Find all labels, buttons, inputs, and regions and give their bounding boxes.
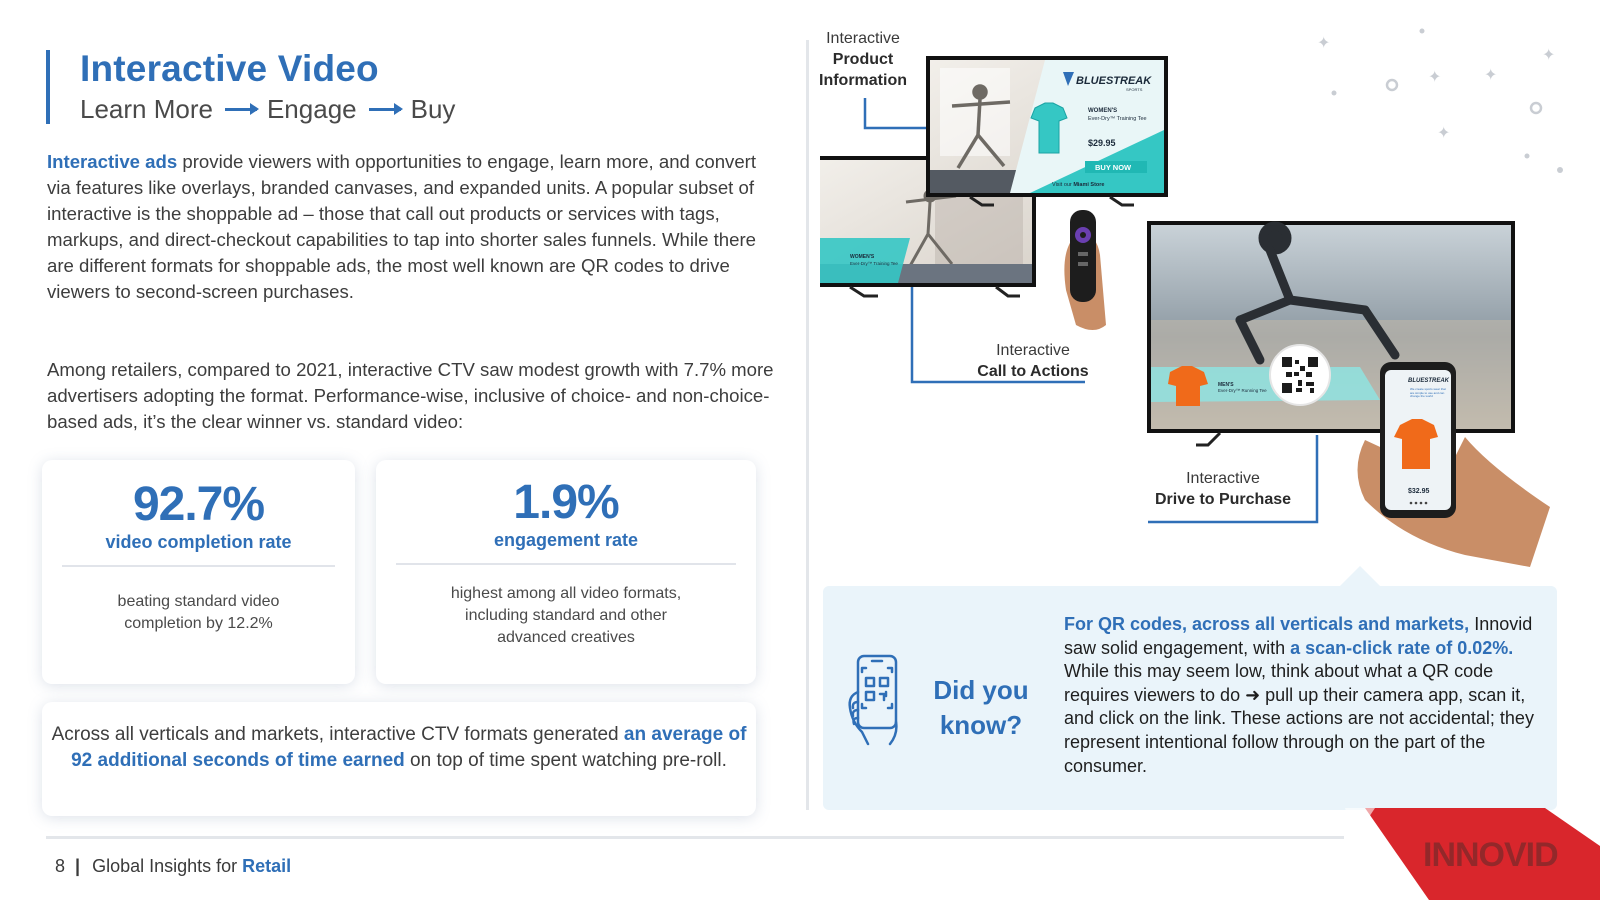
svg-text:$32.95: $32.95	[1408, 488, 1430, 495]
tv-large-runner	[1147, 221, 1515, 445]
time-earned-card	[42, 702, 756, 816]
qr-scan-phone-icon	[846, 652, 914, 748]
footer-separator: |	[75, 856, 81, 876]
footer-text: Global Insights for	[92, 856, 238, 876]
callout-call-to-actions	[968, 340, 1098, 382]
divider	[396, 563, 736, 565]
star-decoration-icon	[1317, 29, 1563, 174]
remote-in-hand-icon	[1064, 210, 1106, 330]
stat-description: highest among all video formats, including standard and other advanced creatives	[450, 585, 682, 646]
arrow-right-icon	[369, 108, 401, 111]
svg-text:Ever-Dry™ Training Tee: Ever-Dry™ Training Tee	[1088, 116, 1147, 122]
footer-divider	[46, 836, 1344, 839]
dyk-text-1: Innovid saw solid engagement, with	[1064, 614, 1533, 658]
did-you-know-title: Did you know?	[933, 675, 1029, 740]
intro-paragraph	[47, 149, 777, 305]
intro-body: provide viewers with opportunities to engage, learn more, and convert via features like overlays, branded canvases, and expanded units. A popular subset of interactive is the shoppable ad – those that call out products or services with tags, markups, and direct-checkout capabilities to tap into shorter sales funnels. While there are different formats for shoppable ads, the most well known are QR codes to drive viewers to second-screen purchases.	[47, 151, 757, 302]
callout-title: Product Information	[819, 51, 907, 89]
svg-text:SPORTS: SPORTS	[1126, 87, 1143, 92]
svg-text:✦: ✦	[1437, 123, 1451, 142]
svg-text:$29.95: $29.95	[1088, 138, 1116, 148]
time-earned-post: on top of time spent watching pre-roll.	[404, 750, 727, 771]
footer-highlight: Retail	[242, 856, 292, 876]
svg-text:Ever-Dry™ Training Tee: Ever-Dry™ Training Tee	[850, 261, 898, 266]
sparkle-decoration-icon	[1387, 20, 1541, 113]
svg-text:Visit our Miami Store: Visit our Miami Store	[1052, 182, 1105, 188]
callout-label: Interactive	[996, 342, 1070, 359]
callout-notch	[1338, 566, 1382, 588]
divider	[62, 565, 335, 567]
svg-text:✦: ✦	[1317, 33, 1331, 52]
stat-value: 1.9%	[513, 476, 619, 529]
interactive-ad-illustration	[820, 20, 1600, 590]
callout-label: Interactive	[1186, 470, 1260, 487]
column-divider	[806, 40, 809, 810]
time-earned-highlight: an average of 92 additional seconds of time earned	[71, 724, 747, 771]
svg-text:✦: ✦	[1484, 65, 1498, 84]
svg-text:✦: ✦	[1428, 67, 1442, 86]
stat-label: video completion rate	[105, 532, 292, 552]
callout-label: Interactive	[826, 30, 900, 47]
page-title: Interactive Video	[80, 48, 379, 89]
logo-text: INNOVID	[1423, 836, 1558, 874]
page-number: 8	[55, 856, 66, 876]
step-learn-more: Learn More	[80, 94, 213, 124]
stat-label: engagement rate	[493, 530, 639, 550]
stat-card-completion	[42, 460, 355, 684]
subtitle	[80, 92, 455, 126]
svg-text:WOMEN'S: WOMEN'S	[1088, 108, 1118, 114]
callout-drive-to-purchase	[1148, 468, 1298, 510]
retail-paragraph: Among retailers, compared to 2021, interactive CTV saw modest growth with 7.7% more advertisers adopting the format. Performance-wise, inclusive of choice- and non-choice-based ads, it’s the clear winner vs. standard video:	[47, 359, 774, 432]
svg-text:MEN'S: MEN'S	[1218, 382, 1234, 388]
svg-text:Ever-Dry™ Running Tee: Ever-Dry™ Running Tee	[1218, 388, 1267, 393]
svg-text:BLUESTREAK: BLUESTREAK	[1408, 378, 1450, 384]
callout-title: Call to Actions	[977, 363, 1089, 380]
stat-description: beating standard video completion by 12.2%	[117, 593, 280, 632]
callout-product-information	[812, 28, 914, 91]
tv-product-info	[926, 56, 1168, 205]
footer	[55, 856, 291, 877]
innovid-logo	[1345, 808, 1600, 900]
svg-text:WOMEN'S: WOMEN'S	[850, 254, 875, 260]
time-earned-pre: Across all verticals and markets, interactive CTV formats generated	[51, 724, 624, 745]
step-buy: Buy	[410, 94, 456, 124]
svg-text:BUY NOW: BUY NOW	[1095, 163, 1132, 172]
title-block	[46, 50, 455, 124]
stat-card-engagement	[376, 460, 756, 684]
intro-highlight: Interactive ads	[47, 151, 178, 172]
callout-title: Drive to Purchase	[1154, 491, 1292, 508]
svg-text:BLUESTREAK: BLUESTREAK	[1076, 75, 1152, 87]
arrow-right-icon	[225, 108, 257, 111]
dyk-lead: For QR codes, across all verticals and markets,	[1064, 614, 1470, 634]
svg-text:✦: ✦	[1542, 45, 1556, 64]
time-earned-text	[42, 702, 756, 774]
did-you-know-text	[1064, 613, 1544, 778]
dyk-highlight: a scan-click rate of 0.02%.	[1290, 637, 1514, 658]
step-engage: Engage	[266, 94, 357, 124]
dyk-text-2: While this may seem low, think about what a QR code requires viewers to do ➜ pull up their camera app, scan it, and click on the link. These actions are not accidental; they represent intentional follow through on the part of the consumer.	[1064, 661, 1534, 776]
stat-value: 92.7%	[132, 478, 265, 531]
phone-in-hand-icon: BLUESTREAK We create sports wear that are simple to use and can change the world $32.95	[1358, 362, 1551, 567]
